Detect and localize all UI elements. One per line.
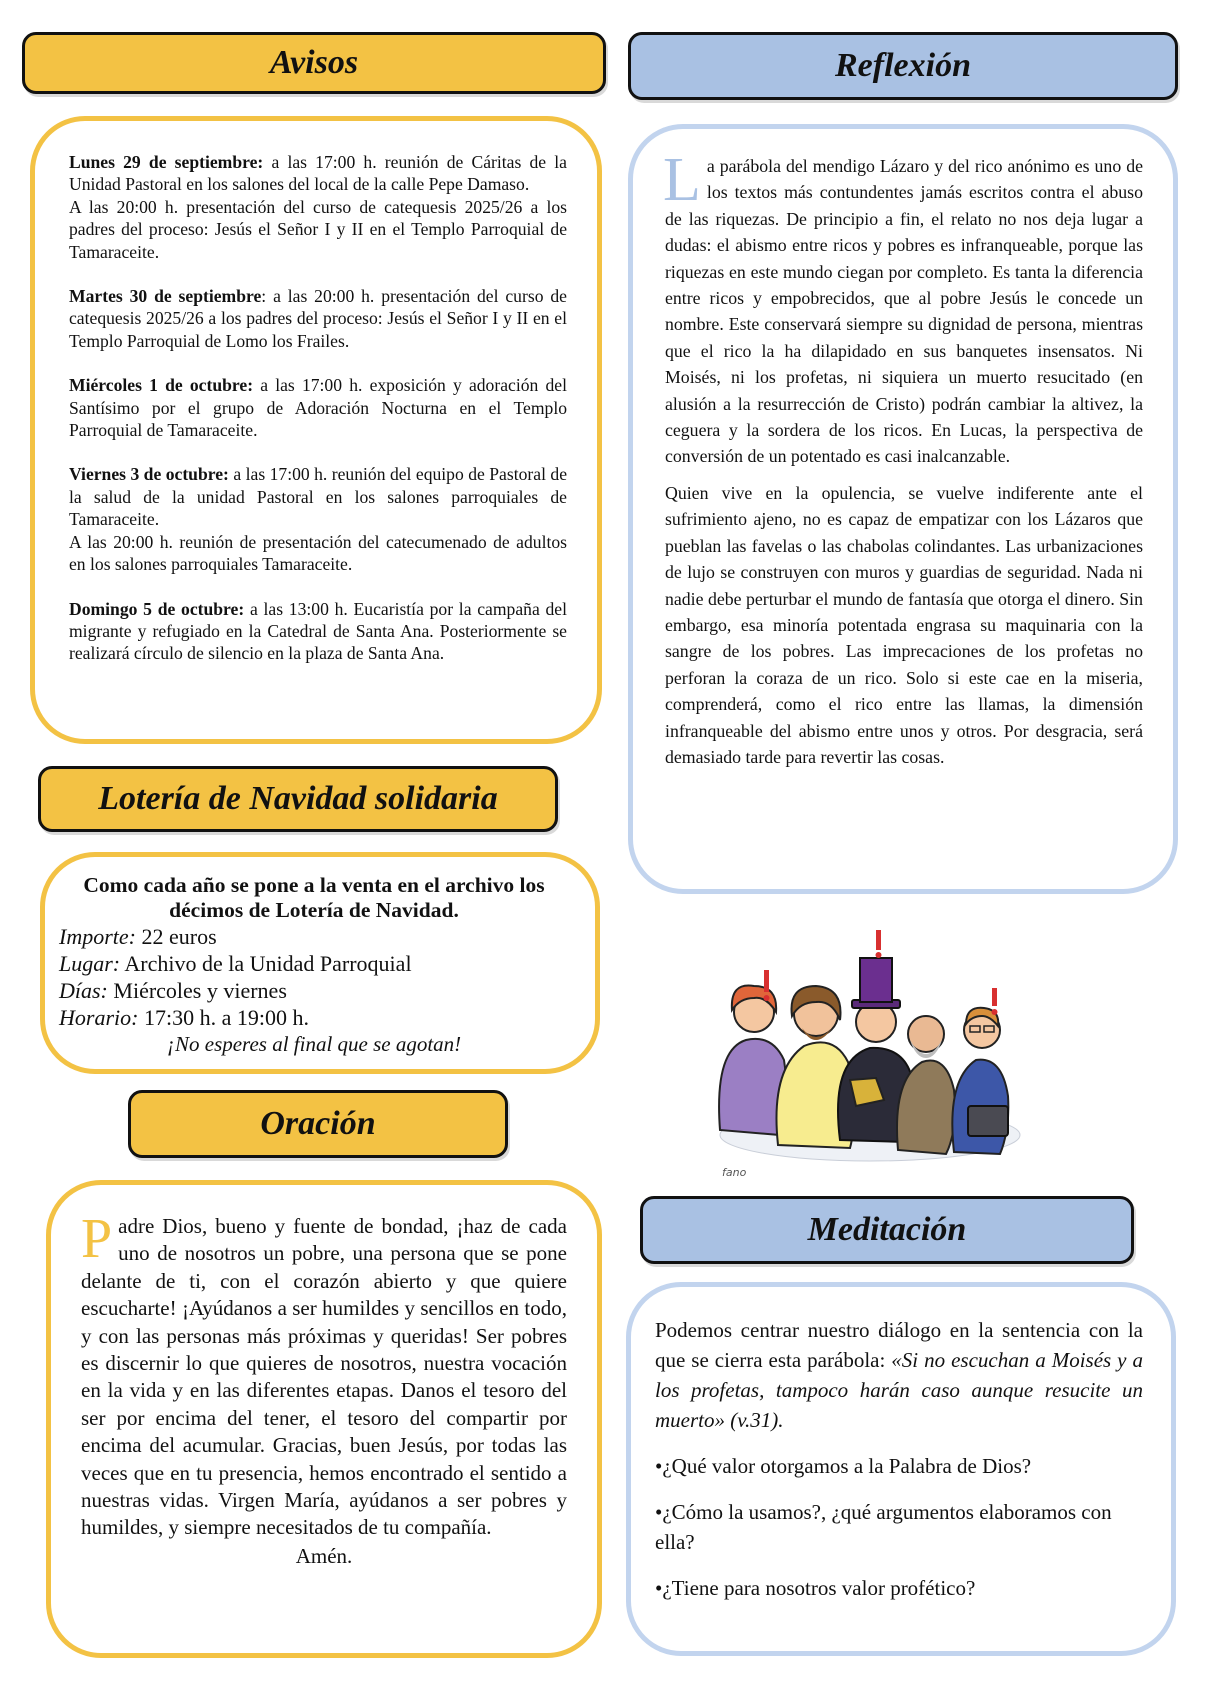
loteria-lugar: Lugar: Archivo de la Unidad Parroquial: [59, 951, 412, 976]
meditacion-question: •¿Cómo la usamos?, ¿qué argumentos elaboramos con ella?: [655, 1500, 1112, 1554]
loteria-box: [40, 852, 600, 1074]
loteria-horario: Horario: 17:30 h. a 19:00 h.: [59, 1005, 309, 1030]
reflexion-paragraph-1: La parábola del mendigo Lázaro y del rico anónimo es uno de los textos más contundentes jamás escritos contra el abuso de las riquezas. De principio a fin, el relato no nos deja lugar a dudas: el abismo entre ricos y pobres es infranqueable, porque las riquezas en este mundo ciegan por completo. Es tanta la diferencia entre ricos y empobrecidos, que al pobre Jesús le concede un nombre. Este conservará siempre su dignidad de persona, mientras que el rico la ha dilapidado en sus banquetes insensatos. Ni Moisés, ni los profetas, ni siquiera un muerto resucitado (en alusión a la resurrección de Cristo) podrán cambiar la altivez, la ceguera y la sordera de los ricos. En Lucas, la perspectiva de conversión de un potentado es casi inalcanzable.: [663, 146, 1143, 467]
meditacion-box: [626, 1282, 1176, 1656]
aviso-item: Viernes 3 de octubre: a las 17:00 h. reunión del equipo de Pastoral de la salud de la unidad Pastoral en los salones parroquiales de Tamaraceite. A las 20:00 h. reunión de presentación del catecumenado de adultos en los salones parroquiales Tamaraceite.: [69, 464, 568, 575]
beggar-figure: [897, 1016, 955, 1154]
loteria-title: Lotería de Navidad solidaria: [38, 766, 558, 832]
aviso-item: Miércoles 1 de octubre: a las 17:00 h. exposición y adoración del Santísimo por el grupo de Adoración Nocturna en el Templo Parroquial de Tamaraceite.: [69, 375, 567, 441]
reflexion-title: Reflexión: [628, 32, 1178, 100]
loteria-importe: Importe: 22 euros: [59, 924, 217, 949]
meditacion-question: •¿Tiene para nosotros valor profético?: [655, 1576, 976, 1600]
oracion-closing: Amén.: [295, 1543, 353, 1568]
cartoon-signature: fano: [722, 1166, 747, 1179]
aviso-item: Domingo 5 de octubre: a las 13:00 h. Eucaristía por la campaña del migrante y refugiado en la Catedral de Santa Ana. Posteriormente se realizará círculo de silencio en la plaza de Santa Ana.: [69, 598, 567, 664]
avisos-title: Avisos: [22, 32, 606, 94]
parable-cartoon-illustration: [700, 930, 1040, 1180]
oracion-text: Padre Dios, bueno y fuente de bondad, ¡haz de cada uno de nosotros un pobre, una persona que se pone delante de ti, con el corazón abierto y que quiere escucharte! ¡Ayúdanos a ser humildes y sencillos en todo, y con las personas más próximas y queridas! Ser pobres es discernir lo que quieres de nosotros, nuestra vocación en la vida y en las diferentes etapas. Danos el tesoro del ser por encima del tener, el tesoro del compartir por encima del acumular. Gracias, buen Jesús, por todas las veces que en tu presencia, hemos encontrado el sentido a nuestras vidas. Virgen María, ayúdanos a ser pobres y humildes, y siempre necesitados de tu compañía.: [81, 1208, 567, 1540]
reflexion-dropcap: L: [663, 146, 701, 214]
avisos-box: [30, 116, 602, 744]
loteria-footer: ¡No esperes al final que se agotan!: [166, 1032, 462, 1056]
meditacion-intro: Podemos centrar nuestro diálogo en la sentencia con la que se cierra esta parábola: «Si no escuchan a Moisés y a los profetas, tampoco harán caso aunque resucite un muerto» (v.31).: [655, 1318, 1143, 1432]
aviso-item: Lunes 29 de septiembre: a las 17:00 h. reunión de Cáritas de la Unidad Pastoral en los salones del local de la calle Pepe Damaso. A las 20:00 h. presentación del curso de catequesis 2025/26 a los padres del proceso: Jesús el Señor I y II en el Templo Parroquial de Tamaraceite.: [69, 152, 567, 262]
loteria-dias: Días: Miércoles y viernes: [59, 978, 287, 1003]
loteria-heading: Como cada año se pone a la venta en el archivo los décimos de Lotería de Navidad.: [83, 873, 545, 922]
oracion-box: [46, 1180, 602, 1658]
reflexion-paragraph-2: Quien vive en la opulencia, se vuelve indiferente ante el sufrimiento ajeno, no es capaz de empatizar con los Lázaros que pueblan las favelas o las chabolas colindantes. Las urbanizaciones de lujo se construyen con muros y guardias de seguridad. Nada ni nadie debe perturbar el mundo de fantasía que otorga el dinero. Sin embargo, esa minoría potentada engrasa su maquinaria con la sangre de los pobres. Las imprecaciones de los profetas no perforan la coraza de un rico. Solo si este cae en la miseria, comprenderá, como el rico entre las llamas, la dimensión infranqueable del abismo entre unos y otros. Por desgracia, será demasiado tarde para revertir las cosas.: [665, 482, 1143, 767]
oracion-title: Oración: [128, 1090, 508, 1158]
reflexion-box: [628, 124, 1178, 894]
meditacion-title: Meditación: [640, 1196, 1134, 1264]
aviso-item: Martes 30 de septiembre: a las 20:00 h. presentación del curso de catequesis 2025/26 a los padres del proceso: Jesús el Señor I y II en el Templo Parroquial de Lomo los Frailes.: [69, 286, 567, 351]
oracion-dropcap: P: [81, 1208, 113, 1270]
meditacion-question: •¿Qué valor otorgamos a la Palabra de Dios?: [655, 1454, 1032, 1478]
meditacion-quote: «Si no escuchan a Moisés y a los profetas, tampoco harán caso aunque resucite un muerto» (v.31).: [655, 1348, 1143, 1432]
businessman-figure: [952, 988, 1008, 1154]
